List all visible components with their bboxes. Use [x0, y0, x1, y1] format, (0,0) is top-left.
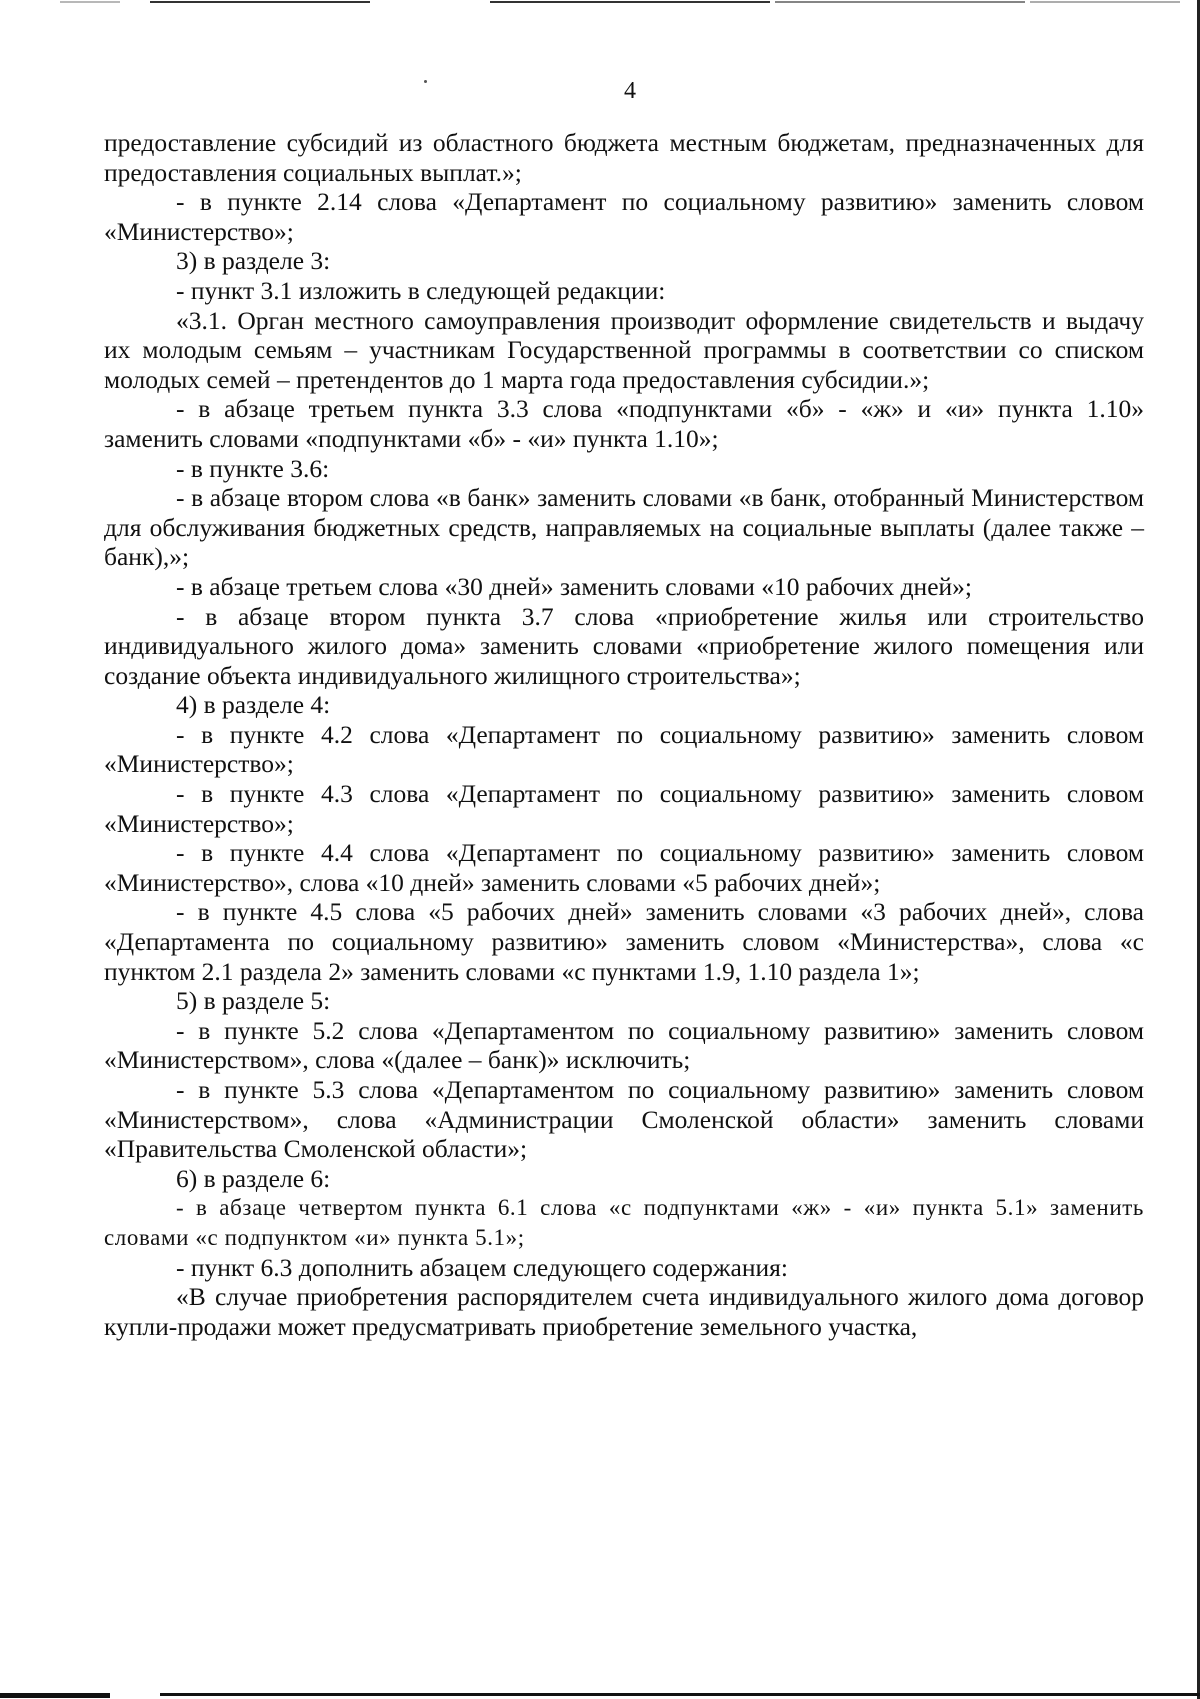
paragraph: - в абзаце втором пункта 3.7 слова «приобретение жилья или строительство индивидуального жилого дома» заменить словами «приобретение жилого помещения или создание объекта индивидуального жилищного строительства»; — [104, 601, 1144, 690]
paragraph: - в пункте 5.3 слова «Департаментом по социальному развитию» заменить словом «Министерством», слова «Администрации Смоленской области» заменить словами «Правительства Смоленской области»; — [104, 1075, 1144, 1164]
paragraph: предоставление субсидий из областного бюджета местным бюджетам, предназначенных для предоставления социальных выплат.»; — [104, 128, 1144, 187]
paragraph: - в пункте 3.6: — [176, 453, 330, 483]
paragraph: - пункт 3.1 изложить в следующей редакции: — [176, 275, 666, 305]
paragraph: - в пункте 4.4 слова «Департамент по социальному развитию» заменить словом «Министерство», слова «10 дней» заменить словами «5 рабочих дней»; — [104, 838, 1144, 897]
paragraph: «В случае приобретения распорядителем счета индивидуального жилого дома договор купли-продажи может предусматривать приобретение земельного участка, — [104, 1282, 1144, 1341]
paragraph: - в абзаце третьем слова «30 дней» заменить словами «10 рабочих дней»; — [176, 571, 972, 601]
paragraph: - в абзаце четвертом пункта 6.1 слова «с подпунктами «ж» - «и» пункта 5.1» заменить словами «с подпунктом «и» пункта 5.1»; — [104, 1195, 1144, 1250]
paragraph: - в пункте 4.2 слова «Департамент по социальному развитию» заменить словом «Министерство»; — [104, 719, 1144, 779]
paragraph: 6) в разделе 6: — [176, 1163, 331, 1193]
scan-edge-bottom — [0, 1689, 1200, 1699]
document-body — [104, 128, 1144, 1341]
paragraph: - в пункте 5.2 слова «Департаментом по социальному развитию» заменить словом «Министерством», слова «(далее – банк)» исключить; — [104, 1015, 1144, 1075]
paragraph: - в пункте 4.3 слова «Департамент по социальному развитию» заменить словом «Министерство»; — [104, 779, 1144, 838]
scan-edge-top — [0, 0, 1200, 6]
paragraph: - в абзаце втором слова «в банк» заменить словами «в банк, отобранный Министерством для обслуживания бюджетных средств, направляемых на социальные выплаты (далее также – банк),»; — [104, 483, 1144, 572]
paragraph: - в пункте 4.5 слова «5 рабочих дней» заменить словами «3 рабочих дней», слова «Департамента по социальному развитию» заменить словом «Министерства», слова «с пунктом 2.1 раздела 2» заменить словами «с пунктами 1.9, 1.10 раздела 1»; — [104, 897, 1144, 986]
paragraph: «3.1. Орган местного самоуправления производит оформление свидетельств и выдачу их молодым семьям – участникам Государственной программы в соответствии со списком молодых семей – претендентов до 1 марта года предоставления субсидии.»; — [104, 305, 1144, 394]
paragraph: - в пункте 2.14 слова «Департамент по социальному развитию» заменить словом «Министерство»; — [104, 187, 1144, 246]
page-number: 4 — [624, 78, 636, 104]
paragraph: 4) в разделе 4: — [176, 690, 331, 720]
paragraph: 5) в разделе 5: — [176, 986, 331, 1016]
paragraph: 3) в разделе 3: — [176, 246, 331, 276]
paragraph: - в абзаце третьем пункта 3.3 слова «подпунктами «б» - «ж» и «и» пункта 1.10» заменить словами «подпунктами «б» - «и» пункта 1.10»; — [104, 394, 1144, 453]
paragraph: - пункт 6.3 дополнить абзацем следующего содержания: — [176, 1252, 788, 1282]
